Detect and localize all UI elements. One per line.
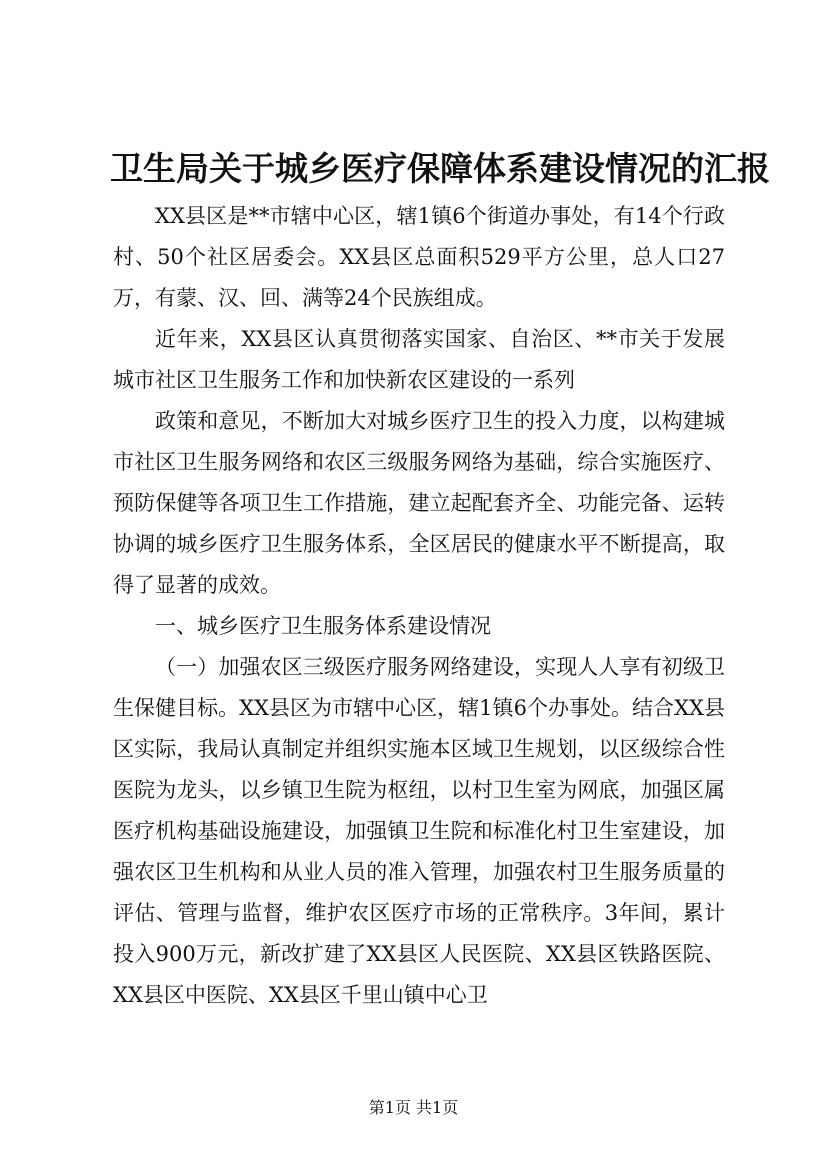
paragraph-recent-years: 近年来，XX县区认真贯彻落实国家、自治区、**市关于发展城市社区卫生服务工作和加快新农区建设的一系列 xyxy=(113,327,725,392)
paragraph-policy: 政策和意见，不断加大对城乡医疗卫生的投入力度，以构建城市社区卫生服务网络和农区三级服务网络为基础，综合实施医疗、预防保健等各项卫生工作措施，建立起配套齐全、功能完备、运转协调的城乡医疗卫生服务体系，全区居民的健康水平不断提高，取得了显著的成效。 xyxy=(113,409,725,597)
document-title: 卫生局关于城乡医疗保障体系建设情况的汇报 xyxy=(110,149,770,188)
paragraph-intro: XX县区是**市辖中心区，辖1镇6个街道办事处，有14个行政村、50个社区居委会。XX县区总面积529平方公里，总人口27万，有蒙、汉、回、满等24个民族组成。 xyxy=(113,204,725,310)
page-footer xyxy=(0,1098,827,1118)
document-body xyxy=(113,196,725,1016)
page-number: 第1页 共1页 xyxy=(368,1098,459,1117)
paragraph-section-one: （一）加强农区三级医疗服务网络建设，实现人人享有初级卫生保健目标。XX县区为市辖中心区，辖1镇6个办事处。结合XX县区实际，我局认真制定并组织实施本区域卫生规划，以区级综合性医院为龙头，以乡镇卫生院为枢纽，以村卫生室为网底，加强区属医疗机构基础设施建设，加强镇卫生院和标准化村卫生室建设，加强农区卫生机构和从业人员的准入管理，加强农村卫生服务质量的评估、管理与监督，维护农区医疗市场的正常秩序。3年间，累计投入900万元，新改扩建了XX县区人民医院、XX县区铁路医院、XX县区中医院、XX县区千里山镇中心卫 xyxy=(113,655,725,1007)
section-heading: 一、城乡医疗卫生服务体系建设情况 xyxy=(155,614,491,638)
